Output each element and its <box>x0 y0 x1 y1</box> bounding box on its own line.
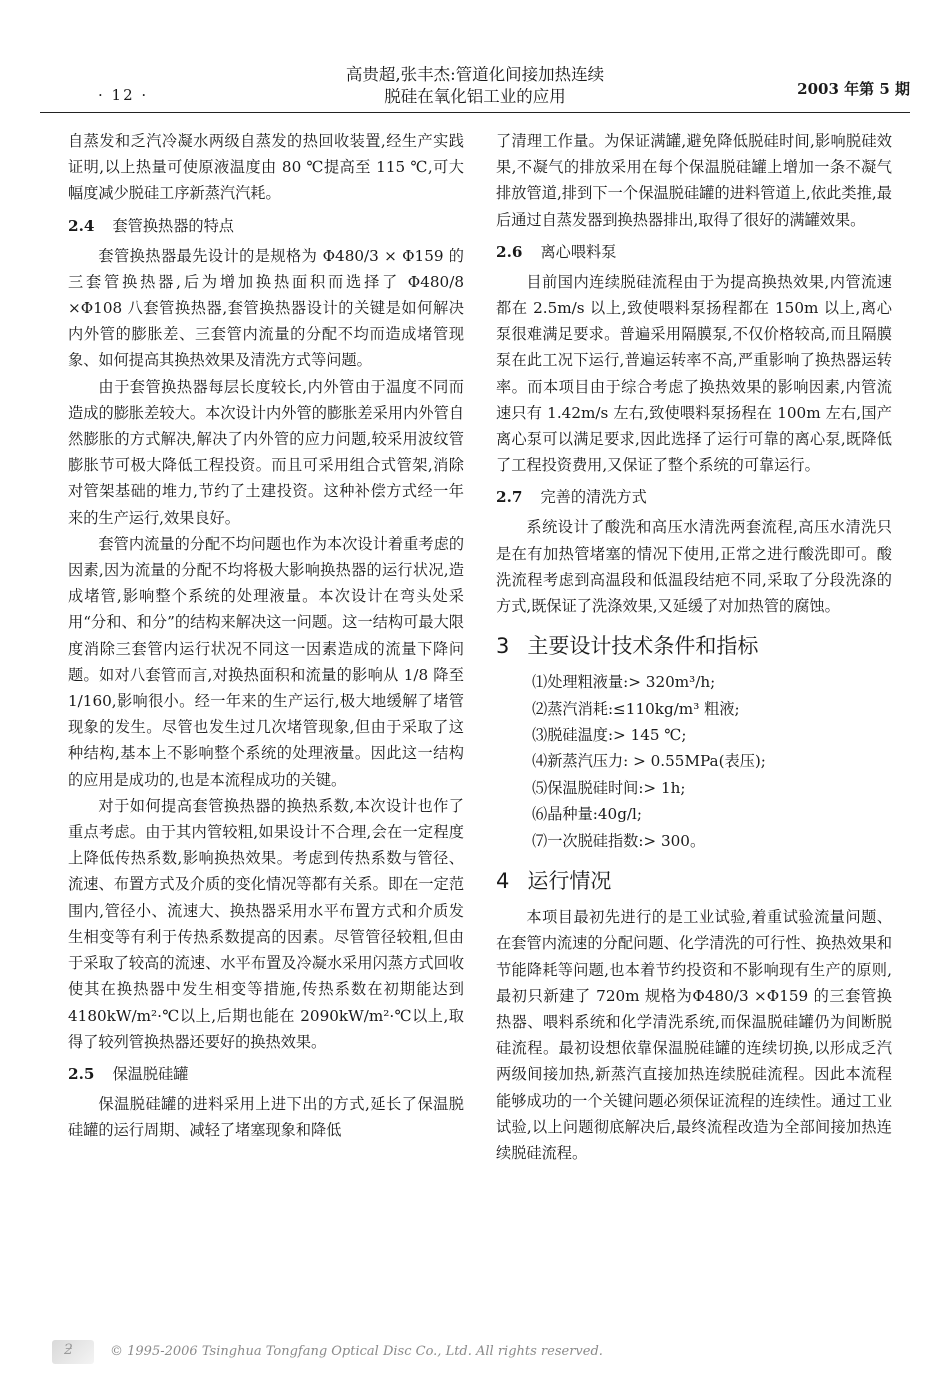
paragraph: 套管换热器最先设计的是规格为 Φ480/3 × Φ159 的三套管换热器,后为增加换热面积而选择了 Φ480/8 ×Φ108 八套管换热器,套管换热器设计的关键是如何解决内外管的膨胀差、三套管内流量的分配不均而造成堵管现象、如何提高其换热效果及清洗方式等问题。 <box>68 246 464 370</box>
left-column <box>68 128 464 1143</box>
page-number: · 12 · <box>98 86 149 104</box>
spec-item: ⑴处理粗液量:> 320m³/h; <box>532 673 716 692</box>
section-title: 运行情况 <box>527 869 612 894</box>
paragraph: 保温脱硅罐的进料采用上进下出的方式,延长了保温脱硅罐的运行周期、减轻了堵塞现象和降低 <box>68 1094 464 1140</box>
section-heading-2-6 <box>496 240 892 264</box>
spec-list <box>496 669 892 854</box>
paragraph: 套管内流量的分配不均问题也作为本次设计着重考虑的因素,因为流量的分配不均将极大影响换热器的运行状况,造成堵管,影响整个系统的处理液量。本次设计在弯头处采用“分和、和分”的结构来解决这一问题。这一结构可最大限度消除三套管内运行状况不同这一因素造成的流量下降问题。如对八套管而言,对换热面积和流量的影响从 1/8 降至 1/160,影响很小。经一年来的生产运行,极大地缓解了堵管现象的发生。尽管也发生过几次堵管现象,但由于采取了这种结构,基本上不影响整个系统的处理液量。因此这一结构的应用是成功的,也是本流程成功的关键。 <box>68 534 464 789</box>
running-header <box>40 60 910 113</box>
journal-issue: 2003 年第 5 期 <box>797 80 910 98</box>
section-title: 完善的清洗方式 <box>540 488 647 507</box>
section-number: 4 <box>496 869 510 894</box>
paragraph: 了清理工作量。为保证满罐,避免降低脱硅时间,影响脱硅效果,不凝气的排放采用在每个保温脱硅罐上增加一条不凝气排放管道,排到下一个保温脱硅罐的进料管道上,依此类推,最后通过自蒸发器到换热器排出,取得了很好的满罐效果。 <box>496 132 892 229</box>
section-heading-3 <box>496 631 892 661</box>
paragraph: 目前国内连续脱硅流程由于为提高换热效果,内管流速都在 2.5m/s 以上,致使喂料泵扬程都在 150m 以上,离心泵很难满足要求。普遍采用隔膜泵,不仅价格较高,而且隔膜泵在此工况下运行,普遍运转率不高,严重影响了换热器运转率。而本项目由于综合考虑了换热效果的影响因素,内管流速只有 1.42m/s 左右,致使喂料泵扬程在 100m 左右,国产离心泵可以满足要求,因此选择了运行可靠的离心泵,既降低了工程投资费用,又保证了整个系统的可靠运行。 <box>496 272 892 475</box>
section-number: 2.4 <box>68 216 95 235</box>
section-number: 3 <box>496 634 510 659</box>
section-title: 离心喂料泵 <box>540 242 617 261</box>
running-title-line2: 脱硅在氧化铝工业的应用 <box>384 87 566 106</box>
section-title: 套管换热器的特点 <box>112 216 234 235</box>
section-number: 2.6 <box>496 242 523 261</box>
section-title: 保温脱硅罐 <box>112 1064 189 1083</box>
section-number: 2.7 <box>496 488 523 507</box>
paragraph: 由于套管换热器每层长度较长,内外管由于温度不同而造成的膨胀差较大。本次设计内外管的膨胀差采用内外管自然膨胀的方式解决,解决了内外管的应力问题,较采用波纹管膨胀节可极大降低工程投资。而且可采用组合式管架,消除对管架基础的堆力,节约了土建投资。这种补偿方式经一年来的生产运行,效果良好。 <box>68 377 464 527</box>
section-heading-4 <box>496 866 892 896</box>
paragraph: 本项目最初先进行的是工业试验,着重试验流量问题、在套管内流速的分配问题、化学清洗的可行性、换热效果和节能降耗等问题,也本着节约投资和不影响现有生产的原则,最初只新建了 720m 规格为Φ480/3 ×Φ159 的三套管换热器、喂料系统和化学清洗系统,而保温脱硅罐仍为间断脱硅流程。最初设想依靠保温脱硅罐的连续切换,以形成乏汽两级间接加热,新蒸汽直接加热连续脱硅流程。因此本流程能够成功的一个关键问题必须保证流程的连续性。通过工业试验,以上问题彻底解决后,最终流程改造为全部间接加热连续脱硅流程。 <box>496 908 892 1162</box>
spec-item: ⑵蒸汽消耗:≤110kg/m³ 粗液; <box>532 699 740 718</box>
running-title <box>40 64 910 108</box>
publisher-logo <box>52 1340 94 1364</box>
paragraph: 自蒸发和乏汽冷凝水两级自蒸发的热回收装置,经生产实践证明,以上热量可使原液温度由 80 ℃提高至 115 ℃,可大幅度减少脱硅工序新蒸汽汽耗。 <box>68 132 464 203</box>
logo-glyph-icon: ƻ <box>64 1342 73 1358</box>
paragraph: 系统设计了酸洗和高压水清洗两套流程,高压水清洗只是在有加热管堵塞的情况下使用,正常之进行酸洗即可。酸洗流程考虑到高温段和低温段结疤不同,采取了分段洗涤的方式,既保证了洗涤效果,又延缓了对加热管的腐蚀。 <box>496 518 892 616</box>
running-title-line1: 高贵超,张丰杰:管道化间接加热连续 <box>345 65 605 84</box>
spec-item: ⑶脱硅温度:> 145 ℃; <box>532 726 687 745</box>
right-column <box>496 128 892 1166</box>
spec-item: ⑸保温脱硅时间:> 1h; <box>532 778 686 797</box>
copyright-notice: © 1995-2006 Tsinghua Tongfang Optical Disc Co., Ltd. All rights reserved. <box>110 1344 603 1359</box>
spec-item: ⑺一次脱硅指数:> 300。 <box>532 831 706 850</box>
spec-item: ⑹晶种量:40g/l; <box>532 805 643 824</box>
section-title: 主要设计技术条件和指标 <box>527 634 759 659</box>
page-footer <box>52 1340 912 1368</box>
spec-item: ⑷新蒸汽压力: > 0.55MPa(表压); <box>532 752 766 771</box>
section-heading-2-5 <box>68 1062 464 1086</box>
paragraph: 对于如何提高套管换热器的换热系数,本次设计也作了重点考虑。由于其内管较粗,如果设计不合理,会在一定程度上降低传热系数,影响换热效果。考虑到传热系数与管径、流速、布置方式及介质的变化情况等都有关系。即在一定范围内,管径小、流速大、换热器采用水平布置方式和介质发生相变等有利于传热系数提高的因素。尽管管径较粗,但由于采取了较高的流速、水平布置及冷凝水采用闪蒸方式回收使其在换热器中发生相变等措施,传热系数在初期能达到 4180kW/m²·℃以上,后期也能在 2090kW/m²·℃以上,取得了较列管换热器还要好的换热效果。 <box>68 796 464 1051</box>
section-number: 2.5 <box>68 1064 95 1083</box>
section-heading-2-4 <box>68 214 464 238</box>
section-heading-2-7 <box>496 485 892 509</box>
